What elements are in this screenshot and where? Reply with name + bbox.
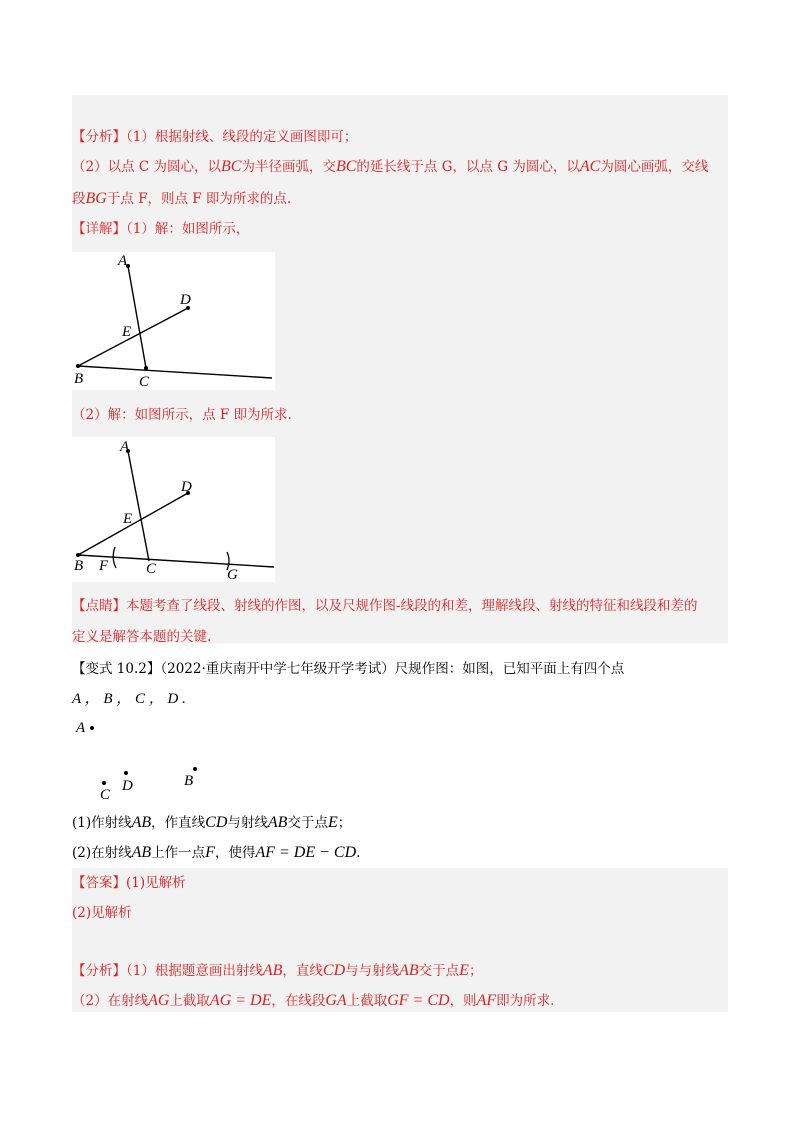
text: 上截取 [169,993,210,1009]
label-G: G [227,567,238,582]
figure-3 [72,713,212,803]
text: 【分析】（1）根据题意画出射线 [72,963,263,979]
figure-2-svg [72,437,275,582]
label-D: D [122,778,133,794]
label-C: C [139,374,150,390]
label-B: B [74,371,84,387]
math: AC [579,158,601,175]
task-1 [72,813,351,833]
figure-3-svg [72,713,212,803]
label-B: B [184,773,194,789]
variant-points: A ， B ， C ， D . [72,691,186,707]
math: AB [399,962,419,979]
label-D: D [180,292,191,308]
math: AB [267,814,288,831]
math: GA [325,992,347,1009]
text: 于点 F，则点 F 即为所求的点. [106,191,292,207]
comment-line1: 【点睛】本题考查了线段、射线的作图，以及尺规作图-线段的和差，理解线段、射线的特征和线段和差的 [72,598,698,614]
math: GF = CD [387,992,450,1009]
text: （2）以点 C 为圆心，以 [72,159,222,175]
figure-2 [72,437,275,582]
math: E [459,962,469,979]
text: 与与射线 [345,963,400,979]
detail-line1: 【详解】（1）解：如图所示， [72,221,250,237]
math: AG = DE [209,992,272,1009]
text: 即为所求. [496,993,555,1009]
label-A: A [118,253,128,269]
math: AB [262,962,283,979]
math: AF [476,992,497,1009]
text: ，作直线 [151,815,206,831]
math: F [205,844,215,861]
text: (2)在射线 [72,845,132,861]
label-F: F [99,558,109,574]
answer-line1: 【答案】(1)见解析 [72,875,186,891]
label-A: A [76,720,86,736]
label-B: B [74,558,84,574]
label-D: D [181,479,192,495]
math: CD [322,962,346,979]
comment-line2: 定义是解答本题的关键. [72,629,212,645]
math: E [327,814,338,831]
variant-heading: 【变式 10.2】（2022·重庆南开中学七年级开学考试）尺规作图：如图，已知平面上有四个点 [72,661,625,677]
figure-1 [72,252,275,390]
math: CD [205,814,228,831]
text: 上作一点 [151,845,206,861]
figure-1-svg [72,252,275,390]
analysis1-line3 [72,189,291,209]
text: ； [337,815,352,831]
text: 段 [72,191,86,207]
label-E: E [122,324,132,340]
text: ，在线段 [271,993,326,1009]
label-A: A [120,439,130,455]
math: AB [131,844,152,861]
analysis1-line1: 【分析】（1）根据射线、线段的定义画图即可； [72,129,358,145]
math: BC [335,158,357,175]
text: . [356,845,361,861]
answer-line2: (2)见解析 [72,905,132,921]
text: （2）在射线 [72,993,149,1009]
text: 的延长线于点 G，以点 G 为圆心，以 [356,159,580,175]
text: 上截取 [346,993,388,1009]
text: ； [468,963,483,979]
text: (1)作射线 [72,815,132,831]
text: ，则 [449,993,477,1009]
label-C: C [100,787,111,803]
text: 交于点 [287,815,328,831]
math: BC [221,158,242,175]
math: AG [148,992,170,1009]
text: 为圆心画弧，交线 [600,159,709,175]
text: 交于点 [418,963,460,979]
math: AB [131,814,152,831]
task-2 [72,843,360,863]
math: BG [85,190,107,207]
text: ，使得 [214,845,256,861]
text: ，直线 [282,963,323,979]
text: 与射线 [227,815,268,831]
analysis1-line2 [72,157,708,177]
math: AF = DE − CD [255,844,357,861]
analysis2-line1 [72,961,482,981]
label-E: E [123,511,133,527]
text: 为半径画弧，交 [241,159,336,175]
detail-part2: （2）解：如图所示，点 F 即为所求. [72,407,292,423]
analysis2-line2 [72,991,554,1011]
label-C: C [146,561,157,577]
